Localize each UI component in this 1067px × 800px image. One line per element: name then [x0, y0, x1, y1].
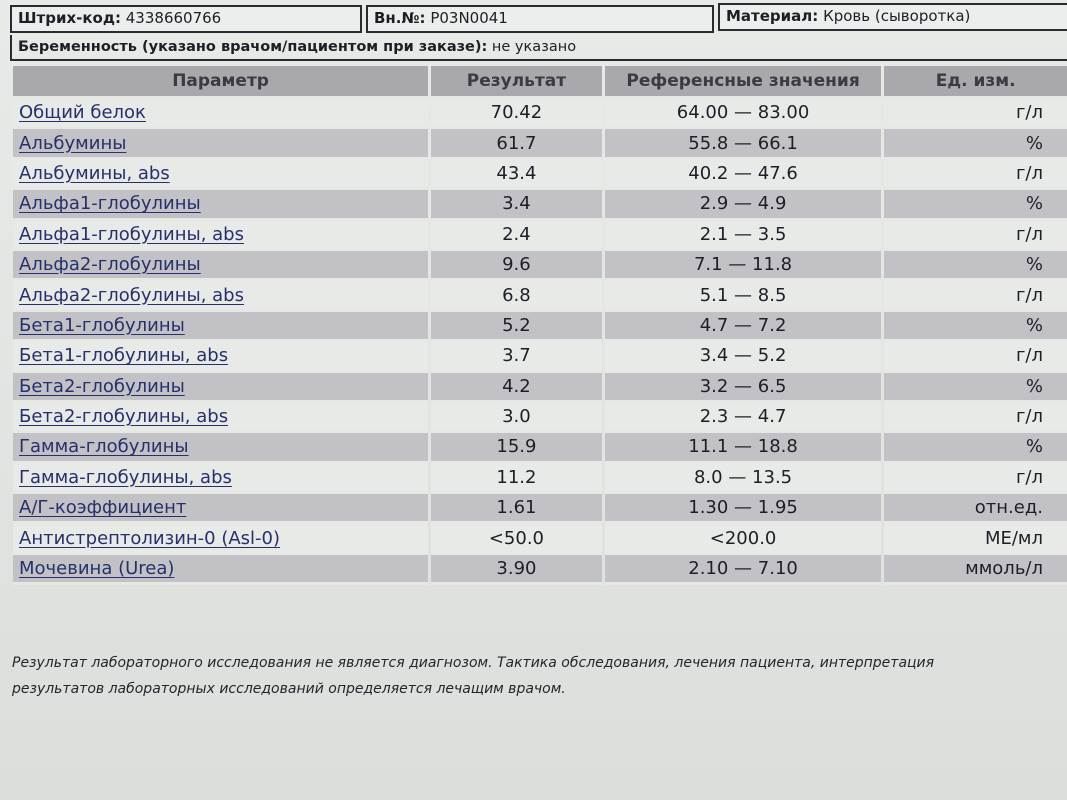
- unit: %: [884, 251, 1067, 281]
- unit: %: [884, 129, 1067, 159]
- header-reference: Референсные значения: [605, 66, 882, 99]
- reference-range: <200.0: [605, 524, 882, 554]
- unit: г/л: [884, 221, 1067, 251]
- disclaimer-line-1: Результат лабораторного исследования не является диагнозом. Тактика обследования, лечения пациента, интерпретация: [12, 655, 935, 671]
- result-value: 11.2: [431, 464, 601, 494]
- parameter-name: Антистрептолизин-0 (Asl-0): [13, 524, 428, 554]
- order-number-field: [366, 5, 714, 33]
- reference-range: 11.1 — 18.8: [605, 433, 882, 463]
- header-result: Результат: [431, 66, 601, 99]
- material-field: [718, 3, 1067, 31]
- reference-range: 2.10 — 7.10: [605, 555, 882, 585]
- parameter-name: Бета1-глобулины, abs: [13, 342, 428, 372]
- barcode-label: Штрих-код:: [18, 9, 121, 27]
- disclaimer-note: [12, 650, 1062, 702]
- reference-range: 2.1 — 3.5: [605, 221, 882, 251]
- header-unit: Ед. изм.: [884, 66, 1067, 99]
- result-value: 9.6: [431, 251, 601, 281]
- table-row: [13, 403, 1067, 433]
- reference-range: 64.00 — 83.00: [605, 99, 882, 129]
- table-row: [13, 99, 1067, 129]
- header-parameter: Параметр: [13, 66, 428, 99]
- unit: ммоль/л: [884, 555, 1067, 585]
- result-value: 3.7: [431, 342, 601, 372]
- reference-range: 55.8 — 66.1: [605, 129, 882, 159]
- barcode-value: 4338660766: [125, 9, 222, 27]
- parameter-name: Общий белок: [13, 99, 428, 129]
- reference-range: 3.2 — 6.5: [605, 373, 882, 403]
- unit: г/л: [884, 99, 1067, 129]
- parameter-name: А/Г-коэффициент: [13, 494, 428, 524]
- parameter-name: Гамма-глобулины: [13, 433, 428, 463]
- parameter-name: Бета2-глобулины: [13, 373, 428, 403]
- table-row: [13, 464, 1067, 494]
- table-row: [13, 494, 1067, 524]
- table-row: [13, 555, 1067, 585]
- result-value: <50.0: [431, 524, 601, 554]
- parameter-name: Бета2-глобулины, abs: [13, 403, 428, 433]
- parameter-name: Гамма-глобулины, abs: [13, 464, 428, 494]
- result-value: 3.90: [431, 555, 601, 585]
- table-row: [13, 433, 1067, 463]
- table-row: [13, 342, 1067, 372]
- reference-range: 40.2 — 47.6: [605, 160, 882, 190]
- result-value: 4.2: [431, 373, 601, 403]
- pregnancy-label: Беременность (указано врачом/пациентом при заказе):: [18, 39, 488, 55]
- table-row: [13, 251, 1067, 281]
- parameter-name: Альфа1-глобулины, abs: [13, 221, 428, 251]
- unit: %: [884, 433, 1067, 463]
- table-row: [13, 281, 1067, 311]
- results-table: [10, 66, 1067, 585]
- reference-range: 2.9 — 4.9: [605, 190, 882, 220]
- unit: %: [884, 312, 1067, 342]
- pregnancy-value: не указано: [491, 39, 577, 55]
- unit: отн.ед.: [884, 494, 1067, 524]
- result-value: 6.8: [431, 281, 601, 311]
- result-value: 15.9: [431, 433, 601, 463]
- reference-range: 8.0 — 13.5: [605, 464, 882, 494]
- reference-range: 7.1 — 11.8: [605, 251, 882, 281]
- reference-range: 2.3 — 4.7: [605, 403, 882, 433]
- reference-range: 1.30 — 1.95: [605, 494, 882, 524]
- parameter-name: Альфа2-глобулины, abs: [13, 281, 428, 311]
- parameter-name: Альбумины: [13, 129, 428, 159]
- pregnancy-field: [10, 35, 1067, 61]
- reference-range: 4.7 — 7.2: [605, 312, 882, 342]
- order-value: P03N0041: [430, 9, 508, 27]
- unit: МЕ/мл: [884, 524, 1067, 554]
- result-value: 61.7: [431, 129, 601, 159]
- result-value: 1.61: [431, 494, 601, 524]
- unit: %: [884, 190, 1067, 220]
- result-value: 70.42: [431, 99, 601, 129]
- parameter-name: Альфа1-глобулины: [13, 190, 428, 220]
- unit: г/л: [884, 281, 1067, 311]
- unit: г/л: [884, 342, 1067, 372]
- result-value: 43.4: [431, 160, 601, 190]
- table-row: [13, 190, 1067, 220]
- table-row: [13, 160, 1067, 190]
- parameter-name: Мочевина (Urea): [13, 555, 428, 585]
- unit: г/л: [884, 403, 1067, 433]
- result-value: 3.4: [431, 190, 601, 220]
- parameter-name: Альбумины, abs: [13, 160, 428, 190]
- barcode-field: [10, 5, 362, 33]
- disclaimer-line-2: результатов лабораторных исследований определяется лечащим врачом.: [12, 681, 566, 697]
- table-row: [13, 312, 1067, 342]
- material-label: Материал:: [726, 7, 819, 25]
- parameter-name: Бета1-глобулины: [13, 312, 428, 342]
- reference-range: 5.1 — 8.5: [605, 281, 882, 311]
- table-row: [13, 373, 1067, 403]
- table-row: [13, 221, 1067, 251]
- reference-range: 3.4 — 5.2: [605, 342, 882, 372]
- result-value: 3.0: [431, 403, 601, 433]
- material-value: Кровь (сыворотка): [823, 7, 971, 25]
- table-row: [13, 129, 1067, 159]
- unit: г/л: [884, 160, 1067, 190]
- result-value: 5.2: [431, 312, 601, 342]
- unit: г/л: [884, 464, 1067, 494]
- result-value: 2.4: [431, 221, 601, 251]
- order-label: Вн.№:: [374, 9, 426, 27]
- table-row: [13, 524, 1067, 554]
- unit: %: [884, 373, 1067, 403]
- table-header-row: [13, 66, 1067, 99]
- parameter-name: Альфа2-глобулины: [13, 251, 428, 281]
